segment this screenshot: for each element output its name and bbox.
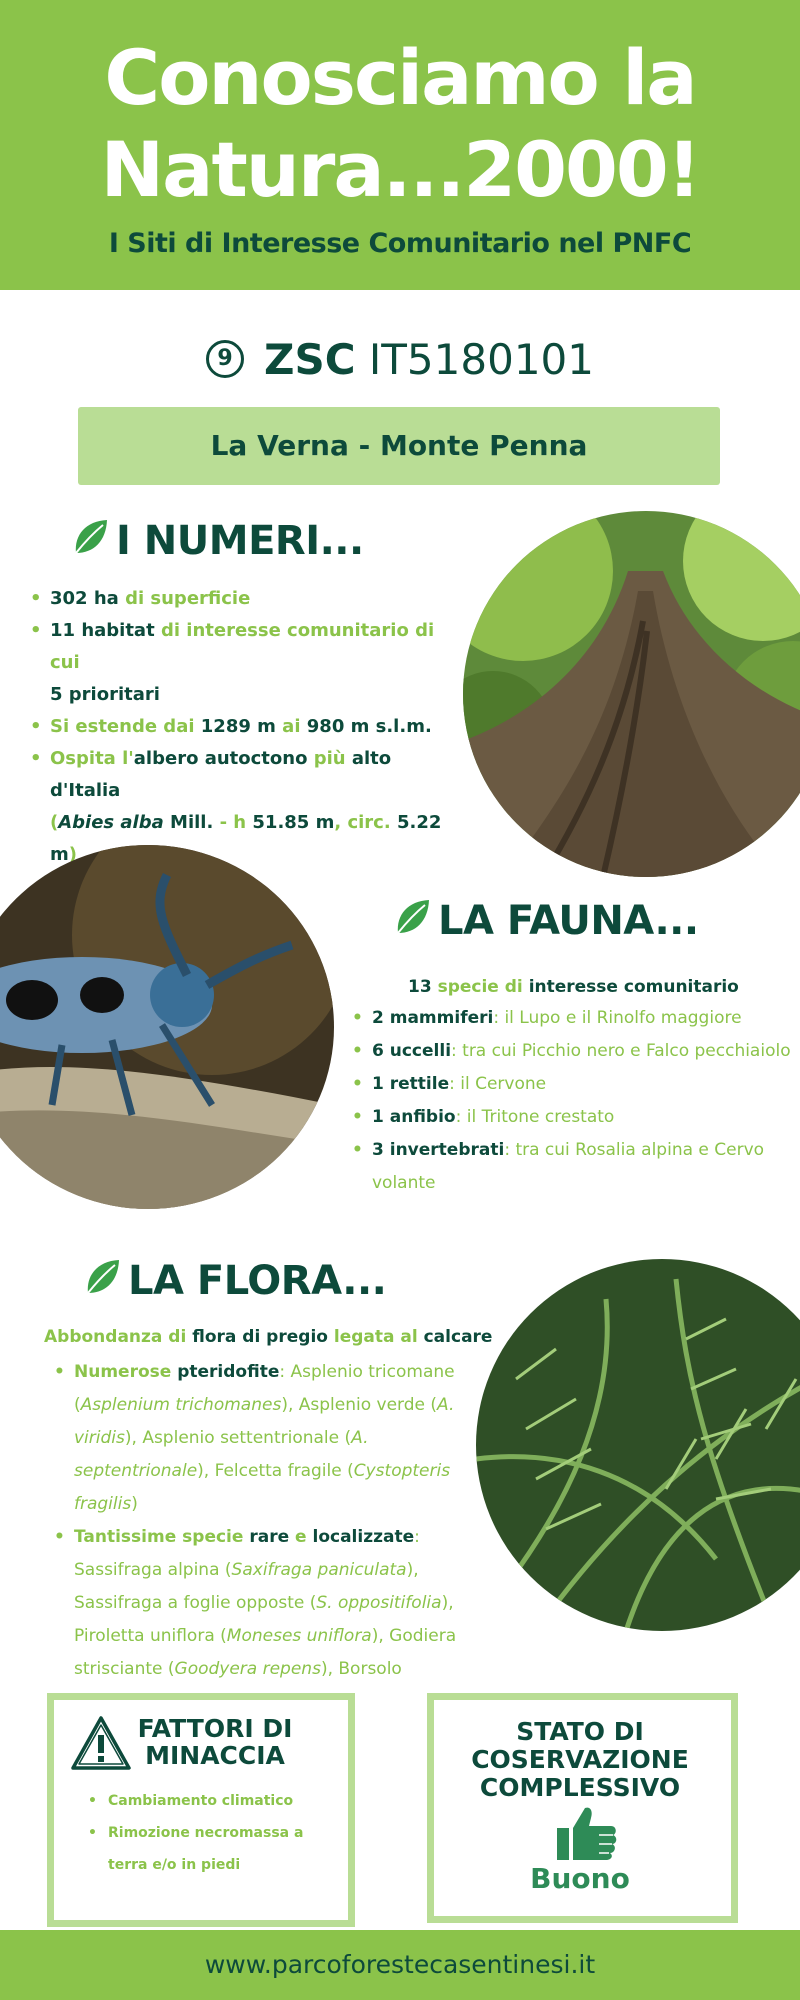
list-item: • Tantissime specie rare e localizzate: Sassifraga alpina (Saxifraga paniculata), Sassifraga a foglie opposte (S. oppositifolia), Piroletta uniflora (Moneses uniflora), Godiera strisciante (Goodyera repens), Borsolo: [54, 1521, 474, 1719]
threats-list: [88, 1785, 338, 1881]
list-item: • 11 habitat di interesse comunitario di cui 5 prioritari: [30, 615, 460, 711]
numeri-section-title: [70, 518, 364, 564]
flora-intro: Abbondanza di flora di pregio legata al calcare: [44, 1327, 493, 1347]
list-item: • 302 ha di superficie: [30, 583, 460, 615]
thumbs-up-icon: [555, 1804, 619, 1862]
tree-photo: [463, 511, 800, 877]
site-code: [0, 335, 800, 384]
list-item: • Si estende dai 1289 m ai 980 m s.l.m.: [30, 711, 460, 743]
site-number-badge: 9: [206, 340, 244, 378]
numeri-list: [30, 583, 460, 871]
status-value: Buono: [530, 1862, 630, 1895]
list-item: • Rimozione necromassa a terra e/o in piedi: [88, 1817, 338, 1881]
list-item: • 3 invertebrati: tra cui Rosalia alpina e Cervo volante: [352, 1134, 792, 1200]
list-item: • Ospita l'albero autoctono più alto d'Italia (Abies alba Mill. - h 51.85 m, circ. 5.22 m): [30, 743, 460, 871]
status-title: STATO DI COSERVAZIONE COMPLESSIVO: [471, 1717, 689, 1802]
fauna-section-title: [392, 898, 699, 944]
fauna-list: [352, 1002, 792, 1200]
site-name-box: La Verna - Monte Penna: [78, 407, 720, 485]
numeri-title-text: I NUMERI...: [116, 518, 364, 564]
flora-section-title: [82, 1258, 386, 1304]
list-item: • 1 rettile: il Cervone: [352, 1068, 792, 1101]
fauna-intro: 13 specie di interesse comunitario: [408, 977, 739, 997]
fern-photo: [476, 1259, 800, 1631]
beetle-photo: [0, 845, 334, 1209]
flora-list: [54, 1356, 474, 1719]
title-line-2: Natura...2000!: [100, 125, 700, 214]
list-item: • 6 uccelli: tra cui Picchio nero e Falco pecchiaiolo: [352, 1035, 792, 1068]
site-code-prefix: ZSC: [264, 335, 356, 384]
page-subtitle: I Siti di Interesse Comunitario nel PNFC: [108, 228, 692, 259]
page-title: [0, 32, 800, 216]
list-item: • Cambiamento climatico: [88, 1785, 338, 1817]
title-line-1: Conosciamo la: [104, 33, 696, 122]
leaf-icon: [392, 897, 432, 937]
list-item: • Numerose pteridofite: Asplenio tricomane (Asplenium trichomanes), Asplenio verde (A. viridis), Asplenio settentrionale (A. septentrionale), Felcetta fragile (Cystopteris fragilis): [54, 1356, 474, 1521]
threats-title: FATTORI DI MINACCIA: [137, 1714, 293, 1770]
list-item: • 2 mammiferi: il Lupo e il Rinolfo maggiore: [352, 1002, 792, 1035]
list-item: • 1 anfibio: il Tritone crestato: [352, 1101, 792, 1134]
fauna-title-text: LA FAUNA...: [438, 898, 699, 944]
site-code-value: IT5180101: [368, 335, 594, 384]
leaf-icon: [82, 1257, 122, 1297]
footer-url-link[interactable]: www.parcoforestecasentinesi.it: [204, 1950, 596, 1979]
leaf-icon: [70, 517, 110, 557]
flora-title-text: LA FLORA...: [128, 1258, 387, 1304]
